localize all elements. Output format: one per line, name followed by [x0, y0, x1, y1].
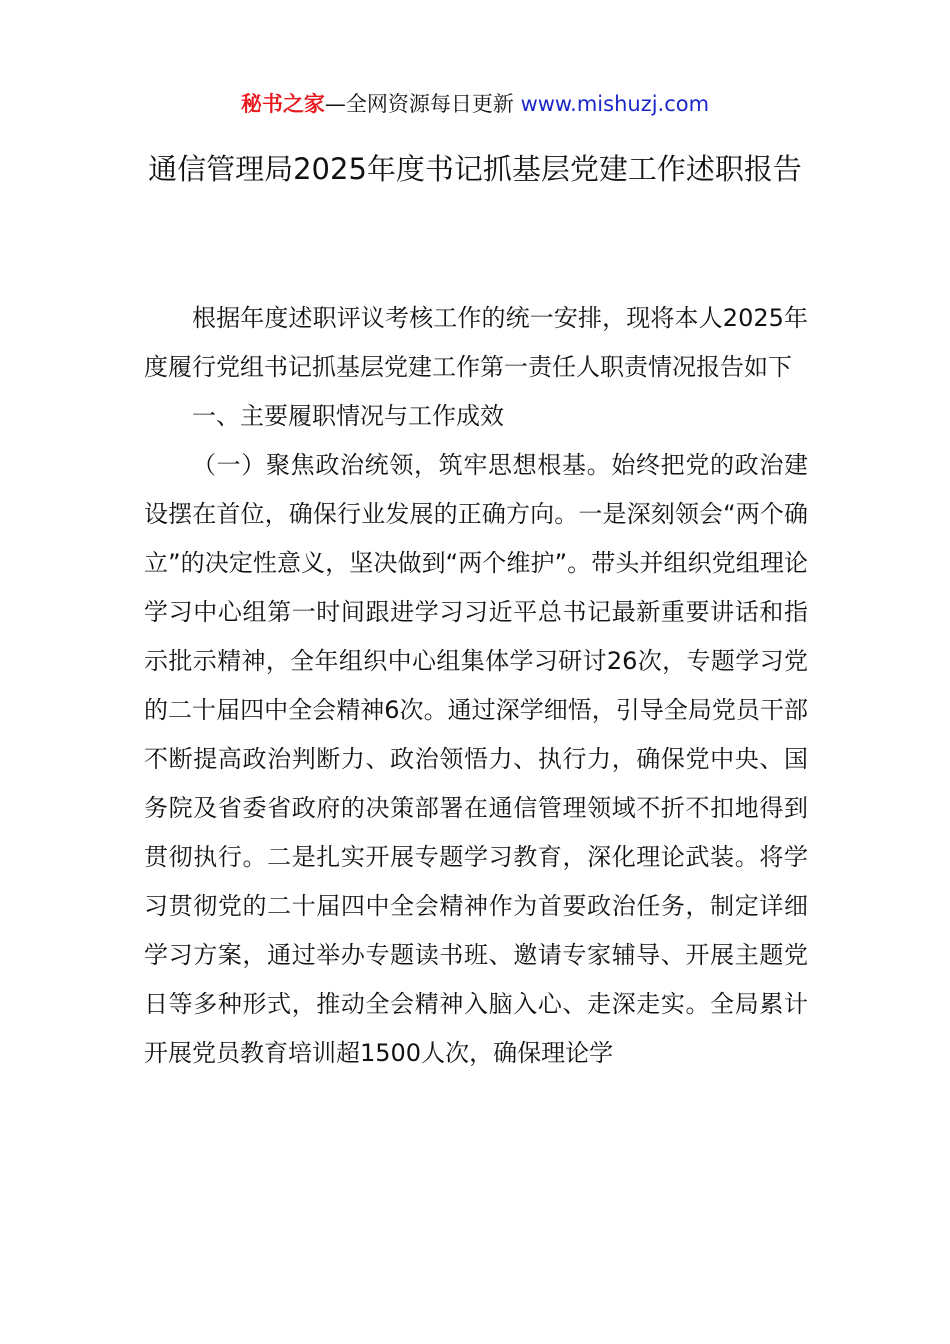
body-paragraph: （一）聚焦政治统领，筑牢思想根基。始终把党的政治建设摆在首位，确保行业发展的正确方向。一是深刻领会“两个确立”的决定性意义，坚决做到“两个维护”。带头并组织党组理论学习中心组第一时间跟进学习习近平总书记最新重要讲话和指示批示精神，全年组织中心组集体学习研讨26次，专题学习党的二十届四中全会精神6次。通过深学细悟，引导全局党员干部不断提高政治判断力、政治领悟力、执行力，确保党中央、国务院及省委省政府的决策部署在通信管理领域不折不扣地得到贯彻执行。二是扎实开展专题学习教育，深化理论武装。将学习贯彻党的二十届四中全会精神作为首要政治任务，制定详细学习方案，通过举办专题读书班、邀请专家辅导、开展主题党日等多种形式，推动全会精神入脑入心、走深走实。全局累计开展党员教育培训超1500人次，确保理论学: [144, 451, 808, 1067]
section-heading: 一、主要履职情况与工作成效: [192, 402, 504, 430]
brand-name: 秘书之家: [240, 92, 325, 116]
document-title: 通信管理局2025年度书记抓基层党建工作述职报告: [148, 152, 802, 186]
document-body: [144, 294, 808, 1078]
header-tagline: —全网资源每日更新: [324, 92, 521, 116]
intro-paragraph: 根据年度述职评议考核工作的统一安排，现将本人2025年度履行党组书记抓基层党建工作第一责任人职责情况报告如下: [144, 304, 808, 381]
site-url-link[interactable]: www.mishuzj.com: [520, 92, 710, 116]
site-header: [0, 88, 950, 120]
